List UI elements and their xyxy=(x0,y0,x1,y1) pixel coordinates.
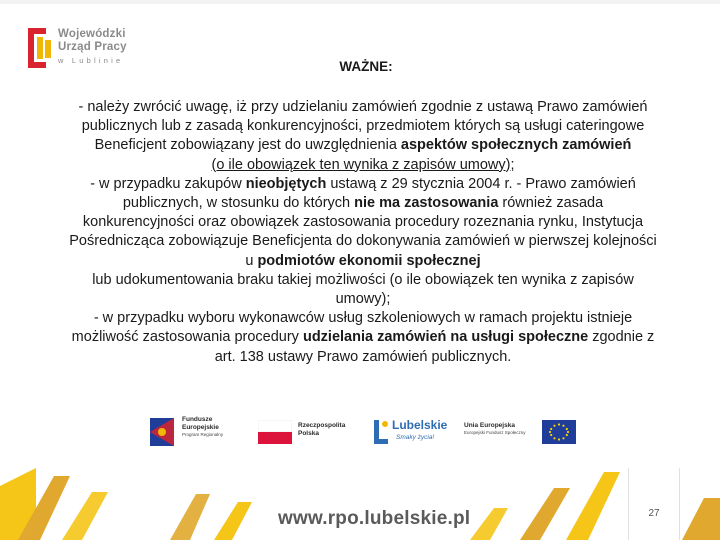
paragraph-catering xyxy=(68,98,658,175)
lubelskie-logo xyxy=(372,402,452,462)
p2-text-2: ustawą z 29 stycznia 2004 r. - Prawo zamówień publicznych, w stosunku do których xyxy=(122,175,636,212)
rp-line1: Rzeczpospolita xyxy=(298,422,346,429)
lubelskie-mark-icon xyxy=(372,416,390,448)
p2-text-3: również zasada konkurencyjności oraz obowiązek zastosowania procedury rozeznania rynku, Instytucja Pośrednicząca zobowiązuje Beneficjenta do dokonywania zamówień w pierwszej kolejności u xyxy=(69,195,657,269)
logo-line1: Wojewódzki xyxy=(58,28,126,40)
lubelskie-tagline: Smaky życia! xyxy=(396,434,435,441)
poland-flag-icon xyxy=(258,420,292,444)
unia-europejska-logo xyxy=(464,402,580,462)
fe-line2: Europejskie xyxy=(182,424,219,431)
p3-bold-1: udzielania zamówień na usługi społeczne xyxy=(302,329,589,346)
lubelskie-name: Lubelskie xyxy=(392,418,448,432)
p3-text-1: - w przypadku wyboru wykonawców usług szkoleniowych w ramach projektu istnieje możliwość zastosowania procedury xyxy=(71,310,633,346)
p3-text-2: zgodnie z art. 138 ustawy Prawo zamówień publicznych. xyxy=(214,329,655,365)
top-bar xyxy=(0,0,720,4)
page-heading xyxy=(0,59,720,74)
eu-flag-icon xyxy=(542,420,576,444)
page-number-box xyxy=(628,468,680,540)
rp-line2: Polska xyxy=(298,430,319,437)
p1-bold-1: aspektów społecznych zamówień xyxy=(400,137,632,154)
ue-line1: Unia Europejska xyxy=(464,422,515,429)
logo-line3: w Lublinie xyxy=(58,56,124,65)
main-text xyxy=(68,98,658,367)
paragraph-social-economy xyxy=(68,175,658,309)
paragraph-training xyxy=(68,309,658,367)
fe-star-icon xyxy=(148,412,178,452)
p2-bold-1: nieobjętych xyxy=(245,175,327,192)
rzeczpospolita-polska-logo xyxy=(258,402,358,462)
p2-bold-2: nie ma zastosowania xyxy=(354,195,499,212)
p1-underline-1: (o ile obowiązek ten wynika z zapisów umowy); xyxy=(211,156,515,173)
heading-text: WAŻNE: xyxy=(339,59,393,74)
page-number: 27 xyxy=(648,508,660,519)
fe-sub: Program Regionalny xyxy=(182,432,224,437)
funding-logos-strip xyxy=(148,402,580,462)
p1-text-1: - należy zwrócić uwagę, iż przy udzielaniu zamówień zgodnie z ustawą Prawo zamówień publicznych lub z zasadą konkurencyjności, przedmiotem których są usługi cateringowe Beneficjent zobowiązany jest do uwzględnienia xyxy=(78,99,648,154)
p2-bold-3: podmiotów ekonomii społecznej xyxy=(257,252,481,269)
p2-text-4: lub udokumentowania braku takiej możliwości (o ile obowiązek ten wynika z zapisów umowy); xyxy=(92,271,634,308)
ue-sub: Europejski Fundusz Społeczny xyxy=(464,430,526,435)
logo-line2: Urząd Pracy xyxy=(58,41,127,53)
fe-line1: Fundusze xyxy=(182,416,213,423)
p2-text-1: - w przypadku zakupów xyxy=(90,175,246,192)
fundusze-europejskie-logo xyxy=(148,402,244,462)
footer-url: www.rpo.lubelskie.pl xyxy=(278,508,471,529)
